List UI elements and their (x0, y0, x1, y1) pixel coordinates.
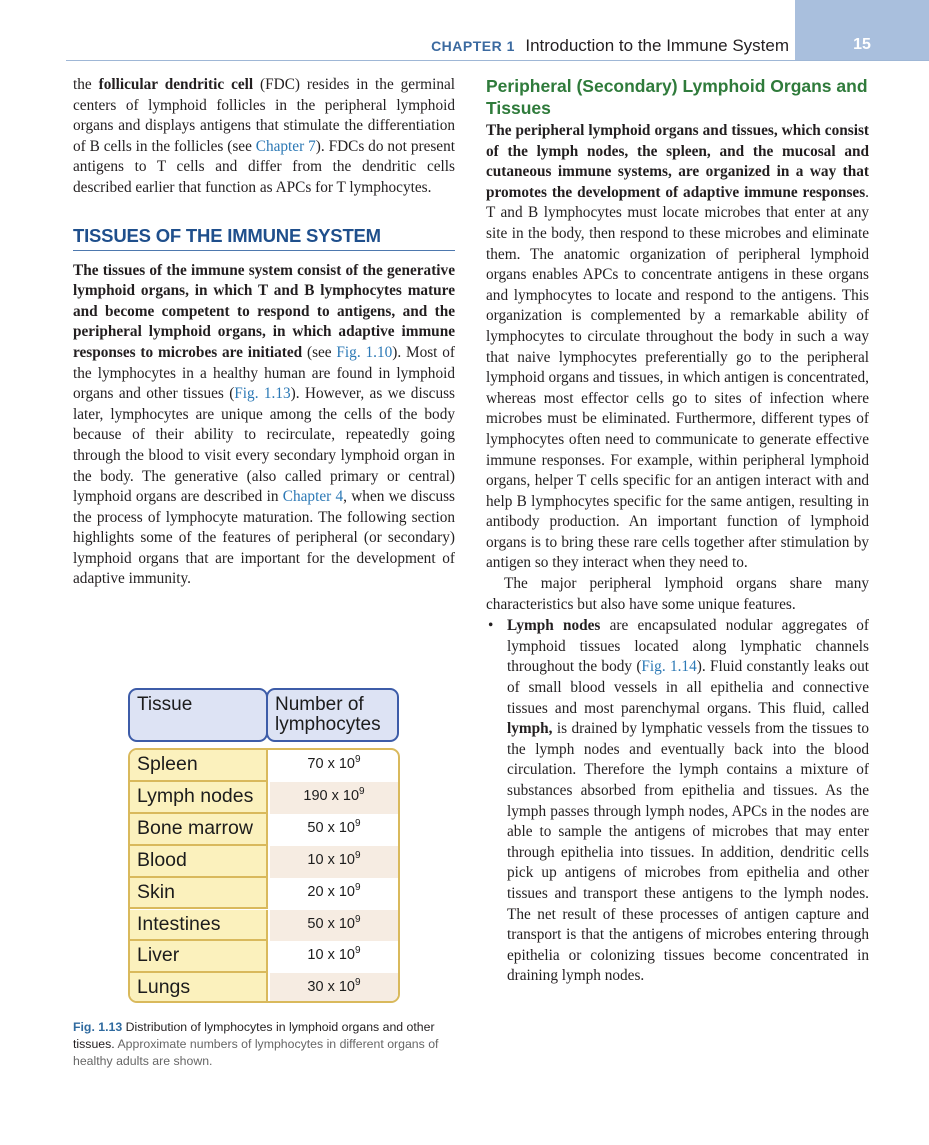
table-row (130, 973, 398, 1003)
chapter-label: CHAPTER 1 (431, 38, 515, 54)
count-base: 70 x 10 (307, 756, 355, 772)
text-run: is drained by lymphatic vessels from the tissues to the lymph nodes and eventually back into the blood circulation. Therefore the lymph contains a mixture of substances absorbed from epithelia and tissues. As the lymph passes through lymph nodes, APCs in the nodes are able to sample the antigens of microbes that may enter through epithelia into tissues. In addition, dendritic cells pick up antigens of microbes from epithelia and other tissues and transport these antigens to the lymph nodes. The net result of these processes of antigen capture and transport is that the antigens of microbes entering through epithelia or colonizing tissues become concentrated in draining lymph nodes. (507, 720, 869, 985)
table-row (130, 846, 398, 878)
text-run: (see (302, 343, 337, 361)
count-exponent: 9 (355, 754, 361, 765)
bold-lead: The tissues of the immune system consist of the generative lymphoid organs, in which T and B lymphocytes mature and become competent to respond to antigens, and the peripheral lymphoid organs, in which adaptive immune responses to microbes are initiated (73, 261, 455, 361)
lymphocyte-count (270, 973, 398, 1003)
page-number: 15 (853, 36, 871, 53)
intro-paragraph (73, 75, 455, 199)
lymph-nodes-text (507, 616, 869, 987)
lymphocyte-count (270, 941, 398, 973)
table-row (130, 750, 398, 782)
text-run: ). Fluid constantly leaks out of small blood vessels in all epithelia and connective tissues and most parenchymal organs. This fluid, called (507, 658, 870, 717)
table-row (130, 941, 398, 973)
fig-1-14-link[interactable]: Fig. 1.14 (641, 658, 697, 676)
lymphocyte-distribution-figure (128, 688, 400, 999)
header-tissue: Tissue (128, 688, 268, 742)
count-base: 190 x 10 (303, 787, 360, 804)
count-base: 20 x 10 (307, 883, 355, 900)
count-base: 10 x 10 (307, 851, 355, 868)
text-run: ). However, as we discuss later, lymphocytes are unique among the cells of the body because of their ability to recirculate, repeatedly going through the blood to visit every secondary lymphoid organ in the body. The generative (also called primary or central) lymphoid organs are described in (73, 385, 456, 506)
running-head (431, 36, 789, 56)
tissue-name: Liver (130, 941, 268, 973)
table-header-row (128, 688, 400, 742)
fig-1-10-link[interactable]: Fig. 1.10 (336, 343, 393, 361)
count-exponent: 9 (355, 849, 361, 861)
peripheral-paragraph (486, 121, 869, 574)
text-run: . T and B lymphocytes must locate microbes that enter at any site in the body, then respond to these microbes and eliminate them. The anatomic organization of peripheral lymphoid organs enables APCs to concentrate antigens in these organs and lymphocytes to locate and respond to the antigens. This organization is complemented by a remarkable ability of lymphocytes to circulate throughout the body in such a way that naive lymphocytes preferentially go to the peripheral lymphoid organs and tissues, in which antigen is concentrated, whereas most effector cells go to sites of infection where microbes must be eliminated. Furthermore, different types of lymphocytes often need to communicate to generate effective immune responses. For example, within peripheral lymphoid organs, helper T cells specific for an antigen interact with and help B lymphocytes specific for the same antigen, resulting in antibody production. An important function of lymphoid organs is to bring these rare cells together after stimulation by antigen so they interact when they need to. (486, 183, 869, 572)
count-base: 10 x 10 (307, 947, 355, 964)
count-exponent: 9 (355, 945, 361, 957)
bold-term: Lymph nodes (507, 617, 601, 635)
tissue-name: Bone marrow (130, 814, 268, 846)
count-exponent: 9 (355, 881, 361, 893)
bullet-marker: • (488, 617, 494, 635)
table-row (130, 910, 398, 942)
tissue-name: Blood (130, 846, 268, 878)
text-run: (FDC) resides in the germinal centers of lymphoid follicles in the peripheral lymphoid organs and displays antigens that stimulate the differentiation of B cells in the follicles (see (73, 76, 456, 155)
lymphocyte-count (270, 878, 398, 910)
count-exponent: 9 (355, 977, 361, 989)
text-run: ). FDCs do not present antigens to T cells and differ from the dendritic cells described earlier that function as APCs for T lymphocytes. (73, 137, 455, 196)
lymphocyte-count (270, 846, 398, 878)
tissues-paragraph (73, 261, 455, 591)
text-run: the (73, 76, 99, 93)
chapter-4-link[interactable]: Chapter 4 (282, 488, 344, 506)
figure-caption (73, 1019, 456, 1070)
count-base: 50 x 10 (307, 819, 355, 836)
header-number-of-lymphocytes: Number of lymphocytes (266, 688, 399, 742)
table-body (128, 748, 400, 1003)
right-column (486, 75, 869, 987)
lymphocyte-count (270, 782, 398, 814)
major-organs-paragraph: The major peripheral lymphoid organs share many characteristics but also have some unique features. (486, 575, 869, 613)
header-rule (66, 60, 929, 61)
lymph-nodes-bullet (486, 616, 869, 987)
count-exponent: 9 (355, 817, 361, 829)
count-base: 50 x 10 (307, 915, 355, 932)
text-run: ). Most of the lymphocytes in a healthy human are found in lymphoid organs and other tissues ( (73, 343, 455, 403)
section-heading: TISSUES OF THE IMMUNE SYSTEM (73, 225, 455, 251)
text-run: are encapsulated nodular aggregates of lymphoid tissues located along lymphatic channels throughout the body ( (507, 617, 869, 676)
lymphocyte-count (270, 814, 398, 846)
bold-term: lymph, (507, 720, 553, 738)
tissue-name: Spleen (130, 750, 268, 782)
caption-title: Distribution of lymphocytes in lymphoid organs and other tissues. (73, 1020, 435, 1051)
tissue-name: Skin (130, 878, 268, 910)
lymphocyte-count (270, 750, 398, 782)
bold-lead: The peripheral lymphoid organs and tissues, which consist of the lymph nodes, the spleen, and the mucosal and cutaneous immune systems, are organized in a way that promotes the development of adaptive immune responses (486, 122, 869, 201)
fig-1-13-link[interactable]: Fig. 1.13 (234, 385, 291, 403)
text-run: , when we discuss the process of lymphocyte maturation. The following section highlights some of the features of peripheral (or secondary) lymphoid organs that are important for the development of adaptive immunity. (73, 488, 455, 588)
subsection-heading: Peripheral (Secondary) Lymphoid Organs and Tissues (486, 76, 868, 118)
chapter-title: Introduction to the Immune System (525, 36, 789, 55)
caption-description: Approximate numbers of lymphocytes in different organs of healthy adults are shown. (73, 1037, 439, 1068)
count-exponent: 9 (355, 913, 361, 925)
chapter-7-link[interactable]: Chapter 7 (255, 137, 316, 155)
count-base: 30 x 10 (307, 979, 355, 996)
table-row (130, 878, 398, 910)
bold-term: follicular dendritic cell (98, 76, 254, 93)
table-row (130, 814, 398, 846)
page-number-box (795, 0, 929, 61)
caption-label: Fig. 1.13 (73, 1020, 123, 1034)
left-column (73, 75, 455, 590)
lymphocyte-count (270, 910, 398, 942)
tissue-name: Lungs (130, 973, 268, 1003)
tissue-name: Lymph nodes (130, 782, 268, 814)
count-exponent: 9 (359, 785, 365, 797)
tissue-name: Intestines (130, 910, 268, 942)
table-row (130, 782, 398, 814)
page-header (0, 0, 929, 61)
